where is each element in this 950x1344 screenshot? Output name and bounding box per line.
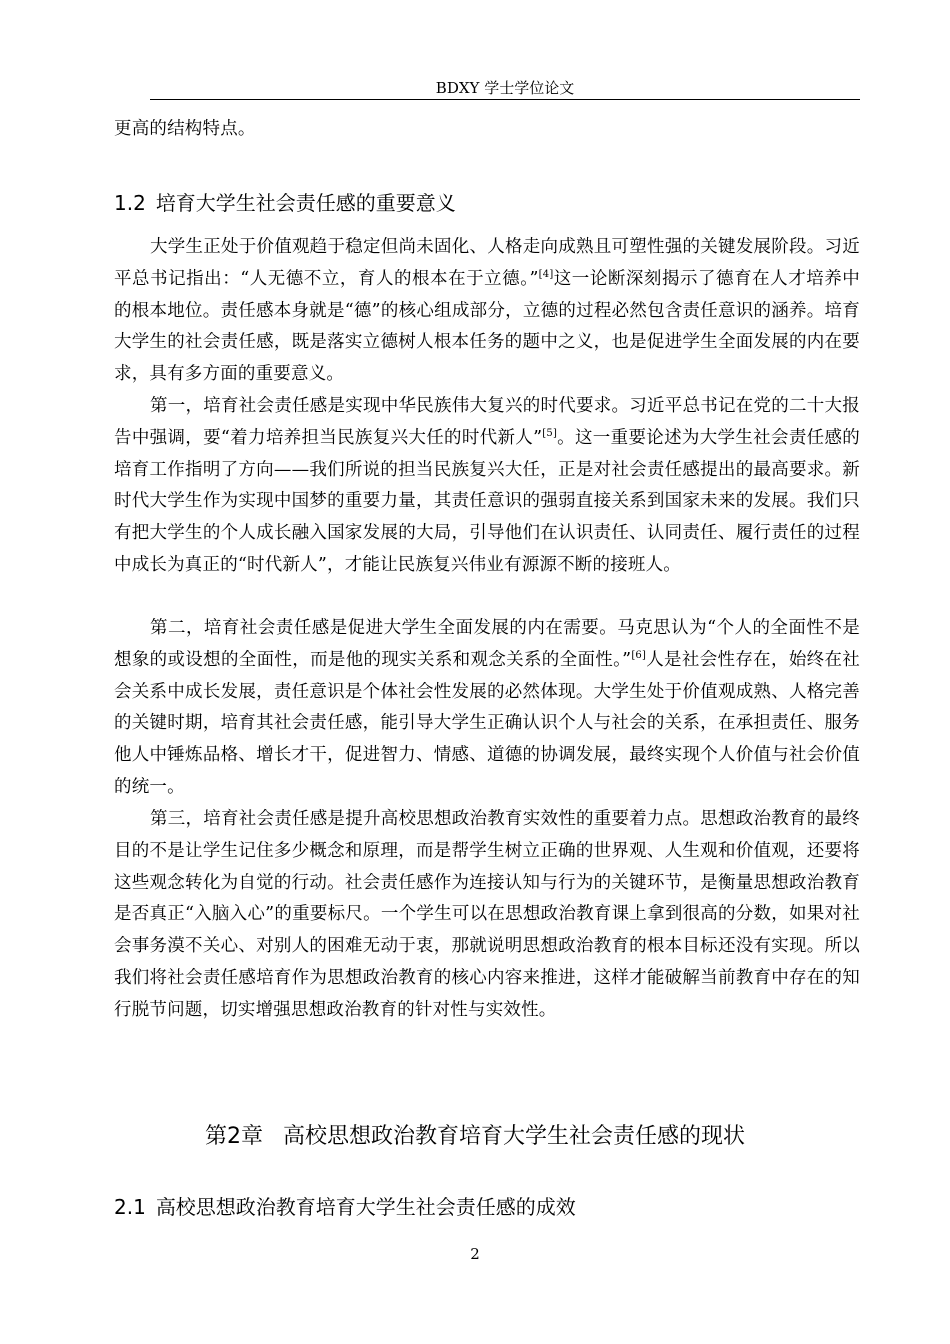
chapter-heading <box>0 1122 950 1152</box>
continuation-text: 更高的结构特点。 <box>114 119 256 139</box>
chapter-title: 高校思想政治教育培育大学生社会责任感的现状 <box>282 1124 745 1149</box>
paragraph-text: 第二，培育社会责任感是促进大学生全面发展的内在需要。马克思认为“个人的全面性不是想象的或设想的全面性，而是他的现实关系和观念关系的全面性。” <box>114 618 860 670</box>
page-header: BDXY 学士学位论文 <box>435 79 575 97</box>
paragraph-text: 大学生正处于价值观趋于稳定但尚未固化、人格走向成熟且可塑性强的关键发展阶段。习近平总书记指出：“人无德不立，育人的根本在于立德。” <box>114 237 860 289</box>
section-title: 高校思想政治教育培育大学生社会责任感的成效 <box>155 1195 576 1219</box>
chapter-number: 第2章 <box>204 1124 263 1149</box>
paragraph-text: 。这一重要论述为大学生社会责任感的培育工作指明了方向——我们所说的担当民族复兴大任，正是对社会责任感提出的最高要求。新时代大学生作为实现中国梦的重要力量，其责任意识的强弱直接关系到国家未来的发展。我们只有把大学生的个人成长融入国家发展的大局，引导他们在认识责任、认同责任、履行责任的过程中成长为真正的“时代新人”，才能让民族复兴伟业有源源不断的接班人。 <box>114 427 860 575</box>
paragraph-text: 这一论断深刻揭示了德育在人才培养中的根本地位。责任感本身就是“德”的核心组成部分，立德的过程必然包含责任意识的涵养。培育大学生的社会责任感，既是落实立德树人根本任务的题中之义，也是促进学生全面发展的内在要求，具有多方面的重要意义。 <box>114 268 860 385</box>
section-heading-2-1 <box>114 1194 576 1220</box>
section-number: 1.2 <box>114 191 146 215</box>
citation-ref: [4] <box>538 268 554 280</box>
paragraph-text: 第一，培育社会责任感是实现中华民族伟大复兴的时代要求。习近平总书记在党的二十大报告中强调，要“着力培养担当民族复兴大任的时代新人” <box>114 396 860 448</box>
paragraph-3 <box>114 613 860 804</box>
citation-ref: [5] <box>542 427 558 439</box>
page-number: 2 <box>470 1245 480 1263</box>
paragraph-1 <box>114 232 860 391</box>
section-number: 2.1 <box>114 1195 146 1219</box>
paragraph-4: 第三，培育社会责任感是提升高校思想政治教育实效性的重要着力点。思想政治教育的最终目的不是让学生记住多少概念和原理，而是帮学生树立正确的世界观、人生观和价值观，还要将这些观念转化为自觉的行动。社会责任感作为连接认知与行为的关键环节，是衡量思想政治教育是否真正“入脑入心”的重要标尺。一个学生可以在思想政治教育课上拿到很高的分数，如果对社会事务漠不关心、对别人的困难无动于衷，那就说明思想政治教育的根本目标还没有实现。所以我们将社会责任感培育作为思想政治教育的核心内容来推进，这样才能破解当前教育中存在的知行脱节问题，切实增强思想政治教育的针对性与实效性。 <box>114 809 860 1020</box>
section-heading-1-2 <box>114 190 456 216</box>
paragraph-2 <box>114 391 860 582</box>
header-rule <box>150 99 860 100</box>
citation-ref: [6] <box>631 649 647 661</box>
section-title: 培育大学生社会责任感的重要意义 <box>155 191 456 215</box>
paragraph-text: 人是社会性存在，始终在社会关系中成长发展，责任意识是个体社会性发展的必然体现。大学生处于价值观成熟、人格完善的关键时期，培育其社会责任感，能引导大学生正确认识个人与社会的关系，在承担责任、服务他人中锤炼品格、增长才干，促进智力、情感、道德的协调发展，最终实现个人价值与社会价值的统一。 <box>114 649 860 797</box>
